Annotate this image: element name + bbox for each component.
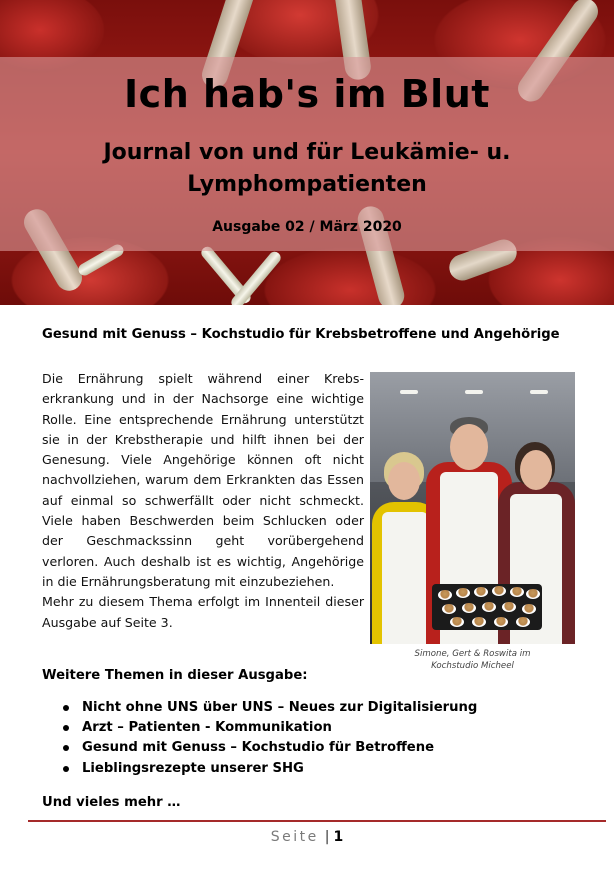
topic-label: Gesund mit Genuss – Kochstudio für Betroffene [82, 740, 435, 756]
photo-caption [370, 648, 575, 672]
article-paragraph: Die Ernährung spielt während einer Krebs-erkrankung und in der Nachsorge eine wichtige Rolle. Eine entsprechende Ernährung unterstützt sie in der Krebstherapie und hilft ihnen bei der Genesung. Viele Angehörige können oft nicht nachvollziehen, warum dem Erkrankten das Essen auf einmal so schwerfällt oder nicht schmeckt. Viele haben Beschwerden beim Schlucken oder der Geschmackssinn geht vorübergehend verloren. Auch deshalb ist es wichtig, Angehörige in die Ernährungsberatung mit einzubeziehen. [42, 371, 364, 589]
journal-subtitle: Journal von und für Leukämie- u. Lymphompatienten [103, 140, 511, 197]
more-text: Und vieles mehr … [42, 795, 181, 810]
article-photo [370, 372, 575, 644]
page-footer [0, 829, 614, 845]
article-body [42, 369, 364, 633]
article-paragraph-more: Mehr zu diesem Thema erfolgt im Innenteil dieser Ausgabe auf Seite 3. [42, 594, 364, 630]
list-item [60, 738, 477, 758]
topic-label: Lieblingsrezepte unserer SHG [82, 760, 304, 776]
antibody-illustration [229, 249, 283, 305]
photo-caption-line: Simone, Gert & Roswita im [414, 649, 531, 659]
bullet-icon [63, 725, 69, 731]
tray-with-bowls [432, 584, 542, 630]
footer-divider [28, 820, 606, 822]
list-item [60, 718, 477, 738]
topic-label: Nicht ohne UNS über UNS – Neues zur Digitalisierung [82, 700, 478, 715]
page-label: Seite [270, 829, 319, 845]
topics-list [60, 698, 477, 779]
topic-label: Arzt – Patienten - Kommunikation [82, 720, 332, 736]
bullet-icon [63, 745, 69, 751]
bullet-icon [63, 766, 69, 772]
header-banner [0, 0, 614, 305]
list-item [60, 698, 477, 718]
bullet-icon [63, 705, 69, 711]
list-item [60, 759, 477, 779]
article-headline: Gesund mit Genuss – Kochstudio für Krebsbetroffene und Angehörige [42, 327, 560, 342]
photo-caption-line: Kochstudio Micheel [431, 661, 514, 671]
issue-label: Ausgabe 02 / März 2020 [212, 219, 402, 235]
page-number: 1 [333, 829, 344, 845]
topics-title: Weitere Themen in dieser Ausgabe: [42, 668, 308, 683]
journal-title: Ich hab's im Blut [124, 72, 490, 116]
page-separator: | [324, 829, 330, 845]
